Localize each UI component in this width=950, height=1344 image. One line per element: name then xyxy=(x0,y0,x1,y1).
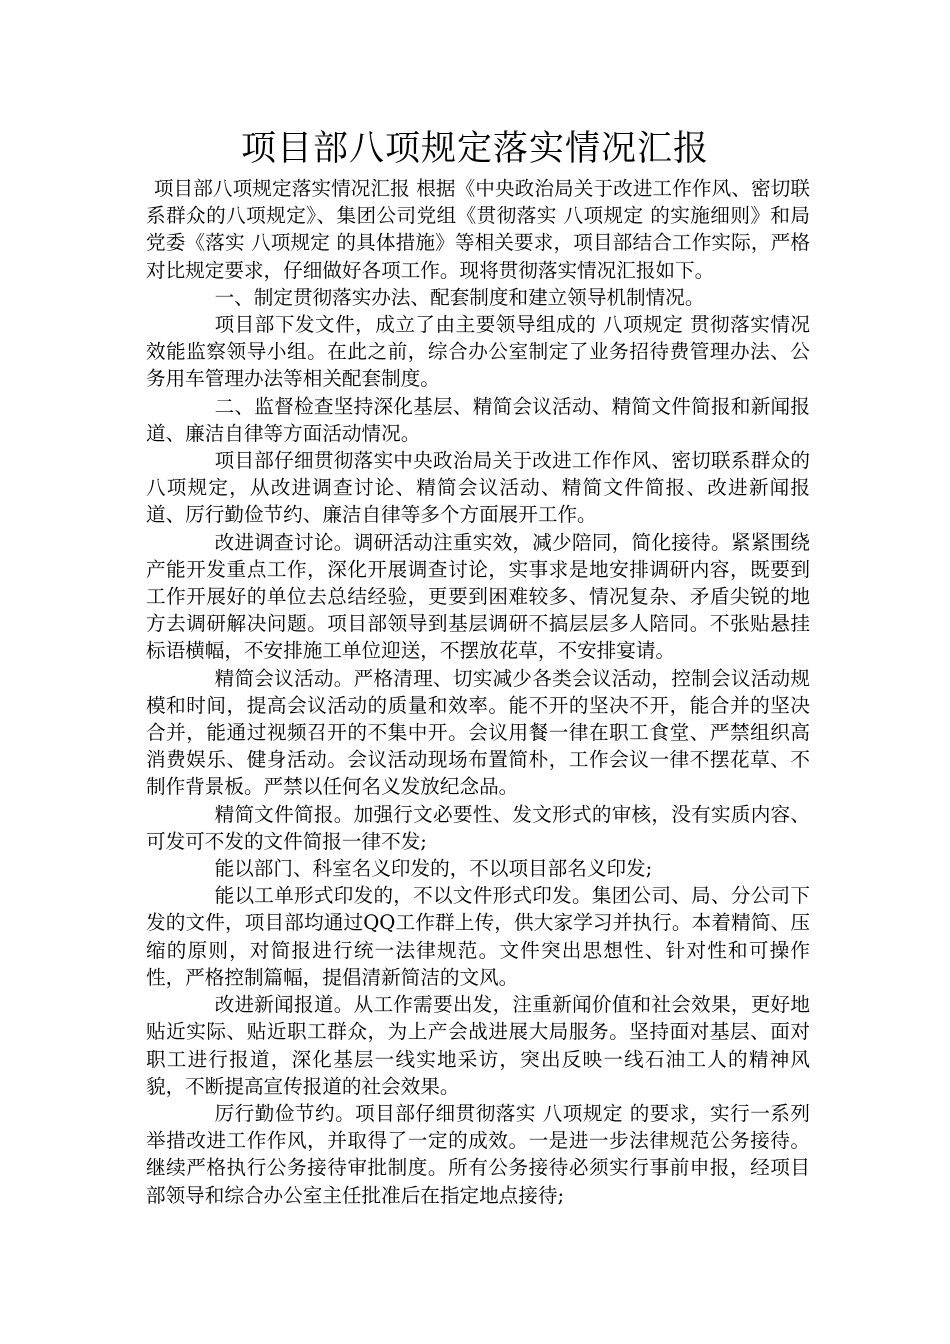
section-heading-2: 二、监督检查坚持深化基层、精简会议活动、精简文件简报和新闻报道、廉洁自律等方面活动情况。 xyxy=(146,394,810,445)
paragraph-intro: 项目部八项规定落实情况汇报 根据《中央政治局关于改进工作作风、密切联系群众的八项规定》、集团公司党组《贯彻落实 八项规定 的实施细则》和局党委《落实 八项规定 的具体措施》等相关要求，项目部结合工作实际，严格对比规定要求，仔细做好各项工作。现将贯彻落实情况汇报如下。 xyxy=(146,177,810,282)
paragraph: 改进新闻报道。从工作需要出发，注重新闻价值和社会效果，更好地贴近实际、贴近职工群众，为上产会战进展大局服务。坚持面对基层、面对职工进行报道，深化基层一线实地采访，突出反映一线石油工人的精神风貌，不断提高宣传报道的社会效果。 xyxy=(146,993,810,1098)
paragraph: 厉行勤俭节约。项目部仔细贯彻落实 八项规定 的要求，实行一系列举措改进工作作风，并取得了一定的成效。一是进一步法律规范公务接待。继续严格执行公务接待审批制度。所有公务接待必须实行事前申报，经项目部领导和综合办公室主任批准后在指定地点接待; xyxy=(146,1101,810,1207)
document-title: 项目部八项规定落实情况汇报 xyxy=(240,129,709,169)
paragraph: 能以工单形式印发的，不以文件形式印发。集团公司、局、分公司下发的文件，项目部均通过QQ工作群上传，供大家学习并执行。本着精简、压缩的原则，对简报进行统一法律规范。文件突出思想性、针对性和可操作性，严格控制篇幅，提倡清新简洁的文风。 xyxy=(146,884,810,989)
paragraph: 项目部仔细贯彻落实中央政治局关于改进工作作风、密切联系群众的八项规定，从改进调查讨论、精简会议活动、精简文件简报、改进新闻报道、厉行勤俭节约、廉洁自律等多个方面展开工作。 xyxy=(146,449,810,527)
paragraph: 改进调查讨论。调研活动注重实效，减少陪同，简化接待。紧紧围绕产能开发重点工作，深化开展调查讨论，实事求是地安排调研内容，既要到工作开展好的单位去总结经验，更要到困难较多、情况复杂、矛盾尖锐的地方去调研解决问题。项目部领导到基层调研不搞层层多人陪同。不张贴悬挂标语横幅，不安排施工单位迎送，不摆放花草，不安排宴请。 xyxy=(146,530,810,663)
paragraph: 项目部下发文件，成立了由主要领导组成的 八项规定 贯彻落实情况效能监察领导小组。在此之前，综合办公室制定了业务招待费管理办法、公务用车管理办法等相关配套制度。 xyxy=(146,313,810,391)
document-body xyxy=(146,175,810,1209)
paragraph: 精简会议活动。严格清理、切实减少各类会议活动，控制会议活动规模和时间，提高会议活动的质量和效率。能不开的坚决不开，能合并的坚决合并，能通过视频召开的不集中开。会议用餐一律在职工食堂、严禁组织高消费娱乐、健身活动。会议活动现场布置简朴，工作会议一律不摆花草、不制作背景板。严禁以任何名义发放纪念品。 xyxy=(146,666,810,799)
paragraph: 精简文件简报。加强行文必要性、发文形式的审核，没有实质内容、可发可不发的文件简报一律不发; xyxy=(146,802,810,853)
section-heading-1: 一、制定贯彻落实办法、配套制度和建立领导机制情况。 xyxy=(214,285,705,309)
paragraph: 能以部门、科室名义印发的，不以项目部名义印发; xyxy=(214,857,653,881)
